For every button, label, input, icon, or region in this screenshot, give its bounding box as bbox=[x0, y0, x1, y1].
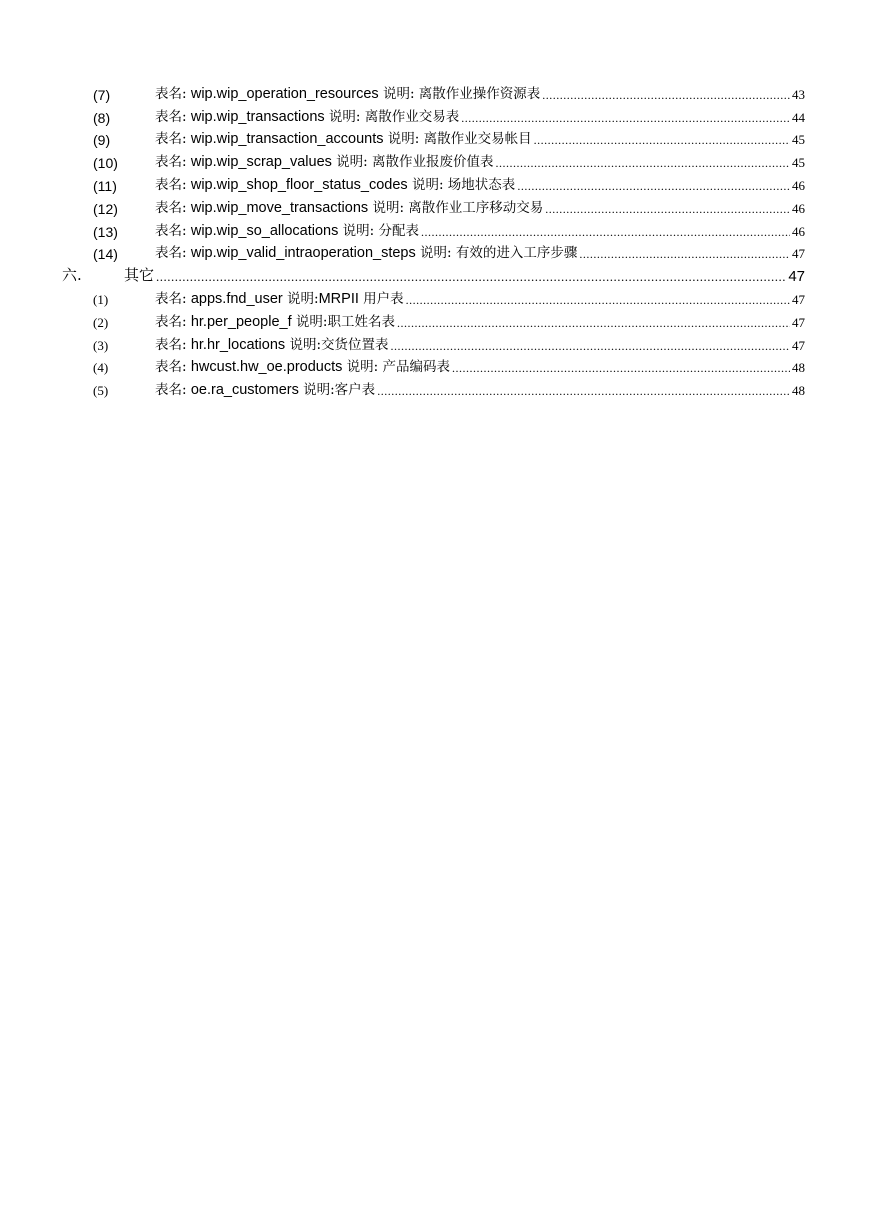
toc-entry-number: (4) bbox=[93, 360, 109, 376]
toc-page-number: 47 bbox=[788, 268, 805, 286]
toc-entry-number: (1) bbox=[93, 291, 109, 307]
toc-entry[interactable] bbox=[0, 379, 869, 402]
toc-entry[interactable] bbox=[0, 83, 869, 106]
toc-chapter-number: 六. bbox=[62, 266, 82, 285]
toc-entry-number: (8) bbox=[93, 109, 111, 126]
toc-entry[interactable] bbox=[0, 288, 869, 311]
toc-entry[interactable] bbox=[0, 334, 869, 357]
toc-entry-number: (14) bbox=[93, 246, 118, 263]
toc-entry-text: 表名: oe.ra_customers 说明:客户表 bbox=[155, 382, 376, 399]
toc-entry-text: 表名: wip.wip_valid_intraoperation_steps 说明: 有效的进入工序步骤 bbox=[155, 245, 578, 262]
dot-leader bbox=[461, 112, 790, 126]
toc-entry-text: 表名: wip.wip_transactions 说明: 离散作业交易表 bbox=[155, 108, 460, 125]
toc-page-number: 46 bbox=[792, 200, 805, 216]
dot-leader bbox=[377, 385, 790, 399]
toc-entry-number: (3) bbox=[93, 337, 109, 353]
toc-entry-number: (11) bbox=[93, 177, 117, 194]
toc-page-number: 46 bbox=[792, 177, 805, 193]
toc-entry-text: 表名: wip.wip_scrap_values 说明: 离散作业报废价值表 bbox=[155, 154, 494, 171]
dot-leader bbox=[534, 134, 790, 148]
toc-entry-text: 表名: wip.wip_operation_resources 说明: 离散作业操作资源表 bbox=[155, 85, 541, 102]
toc-entry-number: (10) bbox=[93, 155, 118, 172]
toc-page-number: 43 bbox=[792, 86, 805, 102]
table-of-contents bbox=[0, 83, 869, 402]
toc-page-number: 45 bbox=[792, 155, 805, 171]
toc-entry[interactable] bbox=[0, 311, 869, 334]
toc-entry[interactable] bbox=[0, 357, 869, 380]
toc-entry-number: (7) bbox=[93, 86, 111, 103]
toc-entry-number: (12) bbox=[93, 200, 118, 217]
toc-entry[interactable] bbox=[0, 197, 869, 220]
toc-page-number: 48 bbox=[792, 383, 805, 399]
toc-entry[interactable] bbox=[0, 129, 869, 152]
toc-entry[interactable] bbox=[0, 174, 869, 197]
toc-chapter-title: 其它 bbox=[124, 266, 155, 285]
toc-page-number: 47 bbox=[792, 246, 805, 262]
toc-page-number: 47 bbox=[792, 337, 805, 353]
toc-page-number: 44 bbox=[792, 109, 805, 125]
dot-leader bbox=[579, 248, 790, 262]
toc-entry-text: 表名: wip.wip_transaction_accounts 说明: 离散作业交易帐目 bbox=[155, 131, 532, 148]
toc-entry-number: (9) bbox=[93, 132, 111, 149]
dot-leader bbox=[496, 157, 790, 171]
toc-entry[interactable] bbox=[0, 220, 869, 243]
toc-page-number: 47 bbox=[792, 314, 805, 330]
toc-entry-text: 表名: wip.wip_so_allocations 说明: 分配表 bbox=[155, 222, 419, 239]
dot-leader bbox=[452, 362, 790, 376]
toc-entry-text: 表名: hr.hr_locations 说明:交货位置表 bbox=[155, 336, 389, 353]
dot-leader bbox=[156, 270, 786, 285]
toc-entry-text: 表名: hwcust.hw_oe.products 说明: 产品编码表 bbox=[155, 359, 451, 376]
toc-entry-text: 表名: wip.wip_move_transactions 说明: 离散作业工序移动交易 bbox=[155, 199, 544, 216]
dot-leader bbox=[545, 203, 790, 217]
toc-page-number: 47 bbox=[792, 291, 805, 307]
toc-entry[interactable] bbox=[0, 243, 869, 266]
toc-page-number: 45 bbox=[792, 132, 805, 148]
dot-leader bbox=[397, 317, 790, 331]
dot-leader bbox=[517, 180, 790, 194]
toc-entry-number: (13) bbox=[93, 223, 118, 240]
toc-entry[interactable] bbox=[0, 151, 869, 174]
dot-leader bbox=[391, 340, 791, 354]
toc-entry-number: (2) bbox=[93, 314, 109, 330]
toc-page-number: 48 bbox=[792, 360, 805, 376]
toc-entry-text: 表名: wip.wip_shop_floor_status_codes 说明: 场地状态表 bbox=[155, 176, 516, 193]
dot-leader bbox=[406, 294, 790, 308]
toc-page-number: 46 bbox=[792, 223, 805, 239]
toc-entry[interactable] bbox=[0, 106, 869, 129]
toc-entry-number: (5) bbox=[93, 383, 109, 399]
toc-entry-text: 表名: hr.per_people_f 说明:职工姓名表 bbox=[155, 313, 395, 330]
toc-chapter-entry[interactable] bbox=[0, 265, 869, 288]
dot-leader bbox=[421, 226, 790, 240]
toc-entry-text: 表名: apps.fnd_user 说明:MRPII 用户表 bbox=[155, 290, 404, 307]
dot-leader bbox=[542, 89, 790, 103]
